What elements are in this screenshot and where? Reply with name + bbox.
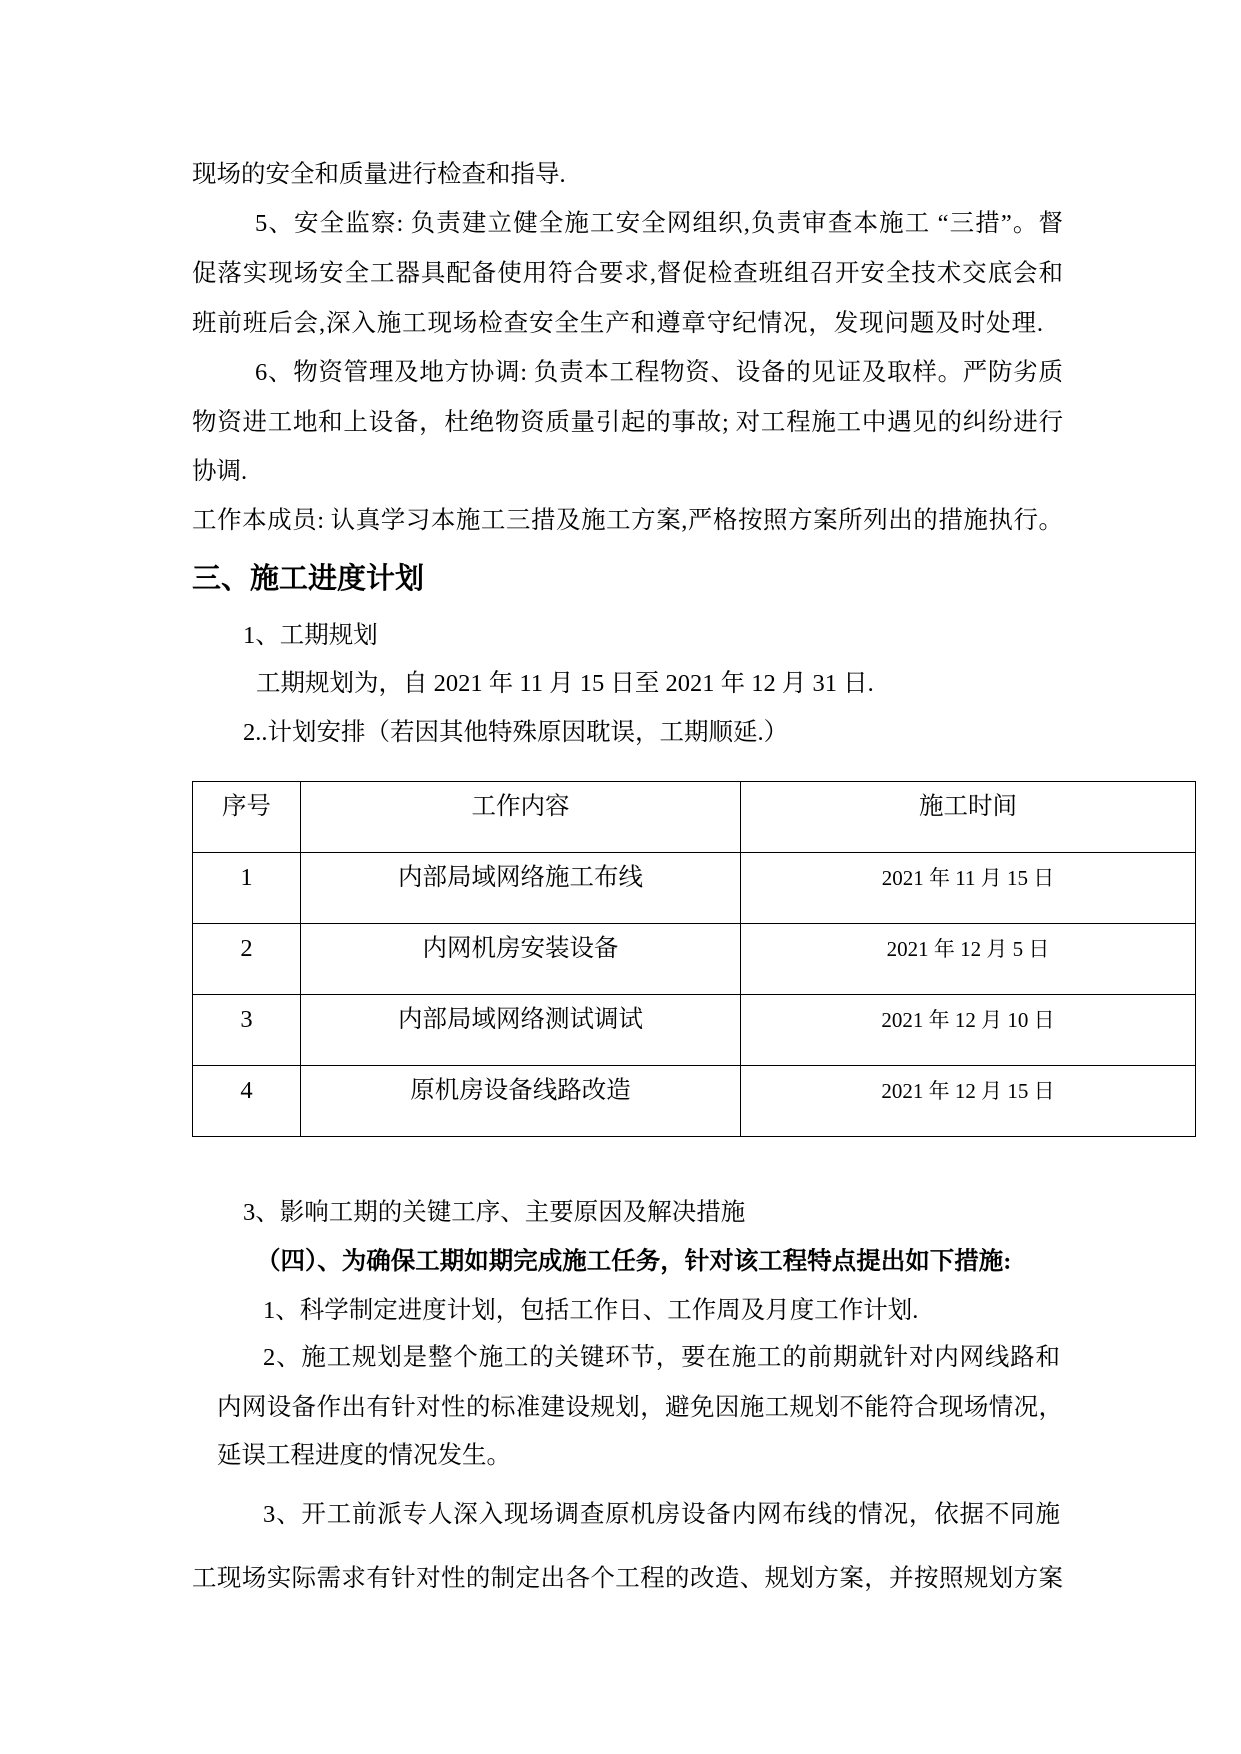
paragraph-line: 协调. <box>192 458 248 485</box>
schedule-table <box>192 781 1196 1137</box>
paragraph-line: 5、安全监察: 负责建立健全施工安全网组织,负责审查本施工 “三措”。督 <box>255 210 1063 237</box>
table-row <box>193 924 1196 995</box>
paragraph-line: 促落实现场安全工器具配备使用符合要求,督促检查班组召开安全技术交底会和 <box>192 260 1063 287</box>
task-cell: 内部局域网络施工布线 <box>301 853 741 924</box>
column-header-task: 工作内容 <box>301 782 741 853</box>
work-members-paragraph: 工作本成员: 认真学习本施工三措及施工方案,严格按照方案所列出的措施执行。 <box>192 507 1063 534</box>
paragraph-line: 3、开工前派专人深入现场调查原机房设备内网布线的情况，依据不同施 <box>263 1501 1060 1528</box>
period-label: 1、工期规划 <box>243 622 378 649</box>
task-cell: 内网机房安装设备 <box>301 924 741 995</box>
row-index-cell: 1 <box>193 853 301 924</box>
duty-continuation-line: 现场的安全和质量进行检查和指导. <box>192 161 566 188</box>
row-index-cell: 3 <box>193 995 301 1066</box>
column-header-index: 序号 <box>193 782 301 853</box>
paragraph-line: 6、物资管理及地方协调: 负责本工程物资、设备的见证及取样。严防劣质 <box>255 359 1063 386</box>
table-row <box>193 995 1196 1066</box>
paragraph-line: 物资进工地和上设备，杜绝物资质量引起的事故; 对工程施工中遇见的纠纷进行 <box>192 409 1063 436</box>
period-text: 工期规划为，自 2021 年 11 月 15 日至 2021 年 12 月 31 日. <box>256 670 874 697</box>
measures-heading: （四）、为确保工期如期完成施工任务，针对该工程特点提出如下措施: <box>256 1248 1012 1275</box>
table-row <box>193 853 1196 924</box>
paragraph-line: 延误工程进度的情况发生。 <box>217 1442 511 1469</box>
paragraph-line: 班前班后会,深入施工现场检查安全生产和遵章守纪情况，发现问题及时处理. <box>192 310 1043 337</box>
date-cell: 2021 年 12 月 10 日 <box>741 995 1196 1066</box>
paragraph-line: 工现场实际需求有针对性的制定出各个工程的改造、规划方案，并按照规划方案 <box>192 1565 1063 1592</box>
factors-label: 3、影响工期的关键工序、主要原因及解决措施 <box>243 1199 746 1226</box>
date-cell: 2021 年 12 月 5 日 <box>741 924 1196 995</box>
task-cell: 内部局域网络测试调试 <box>301 995 741 1066</box>
date-cell: 2021 年 12 月 15 日 <box>741 1066 1196 1137</box>
date-cell: 2021 年 11 月 15 日 <box>741 853 1196 924</box>
section-heading: 三、施工进度计划 <box>192 563 425 595</box>
row-index-cell: 2 <box>193 924 301 995</box>
measure-item-1: 1、科学制定进度计划，包括工作日、工作周及月度工作计划. <box>263 1297 919 1324</box>
paragraph-line: 2、施工规划是整个施工的关键环节，要在施工的前期就针对内网线路和 <box>263 1344 1060 1371</box>
column-header-time: 施工时间 <box>741 782 1196 853</box>
plan-label: 2..计划安排（若因其他特殊原因耽误，工期顺延.） <box>243 719 789 746</box>
row-index-cell: 4 <box>193 1066 301 1137</box>
task-cell: 原机房设备线路改造 <box>301 1066 741 1137</box>
table-row <box>193 1066 1196 1137</box>
paragraph-line: 内网设备作出有针对性的标准建设规划，避免因施工规划不能符合现场情况， <box>217 1394 1063 1421</box>
table-header-row <box>193 782 1196 853</box>
